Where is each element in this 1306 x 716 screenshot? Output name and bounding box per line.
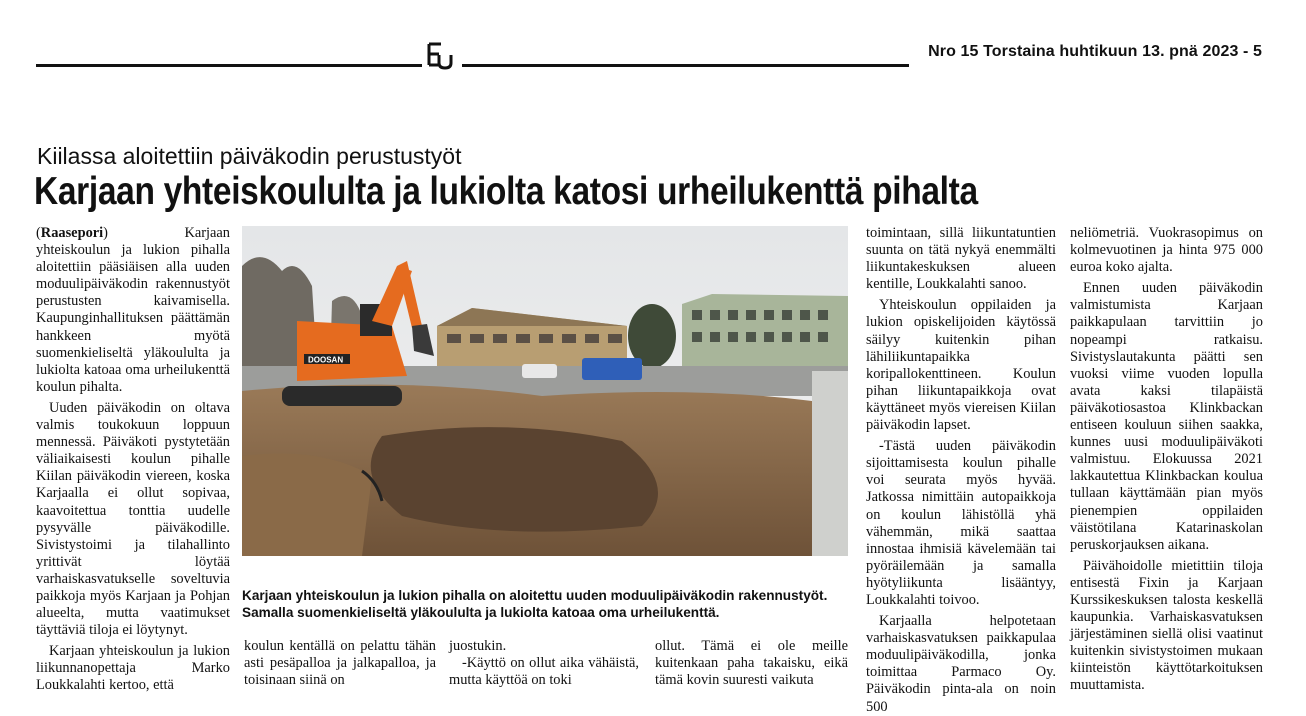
paragraph: koulun kentällä on pelattu tähän asti pesäpalloa ja jalkapalloa, ja toisinaan siinä on xyxy=(244,638,436,689)
paragraph: -Käyttö on ollut aika vähäistä, mutta käyttöä on toki xyxy=(449,655,639,689)
dateline: Raasepori xyxy=(40,225,104,241)
paragraph: -Tästä uuden päiväkodin sijoittamisesta koulun pihalle voi seurata myös hyvää. Jatkossa nimittäin autopaikkoja on koulun lähistöllä yhä vähemmän, mikä saattaa innostaa ihmisiä kävelemään tai pyöräilemään ja samalla hyötyliikunta lisääntyy, Loukkalahti toivoo. xyxy=(866,438,1056,608)
article-headline: Karjaan yhteiskoululta ja lukiolta katosi urheilukenttä pihalta xyxy=(34,170,978,213)
construction-photo xyxy=(242,226,848,556)
paragraph: juostukin. xyxy=(449,638,507,654)
paragraph: Yhteiskoulun oppilaiden ja lukion opiskelijoiden käytössä säilyy kuitenkin pihan lähiliikuntapaikka koripallokenttineen. Koulun pihan liikuntapaikkoja ovat käyttäneet myös viereisen Kiilan päiväkodin lapset. xyxy=(866,297,1056,434)
paragraph: Karjaan yhteiskoulun ja lukion liikunnanopettaja Marko Loukkalahti kertoo, että xyxy=(36,643,230,694)
text-column-1 xyxy=(36,225,230,692)
text-column-6 xyxy=(1070,225,1263,692)
issue-line: Nro 15 Torstaina huhtikuun 13. pnä 2023 - 5 xyxy=(928,43,1262,60)
text-column-5 xyxy=(866,225,1056,715)
paragraph: Karjaalla helpotetaan varhaiskasvatuksen paikkapulaa moduulipäiväkodilla, jonka toimittaa Parmaco Oy. Päiväkodin pinta-ala on noin 500 xyxy=(866,613,1056,715)
masthead-rule-left xyxy=(36,64,422,67)
paragraph: neliömetriä. Vuokrasopimus on kolmevuotinen ja hinta 975 000 euroa koko ajalta. xyxy=(1070,225,1263,276)
text-column-2 xyxy=(244,638,436,692)
paragraph: toimintaan, sillä liikuntatuntien suunta on tätä nykyä enemmälti liikuntakeskuksen alueen kentille, Loukkalahti sanoo. xyxy=(866,225,1056,293)
paragraph: ollut. Tämä ei ole meille kuitenkaan paha takaisku, eikä tämä kovin suuresti vaikuta xyxy=(655,638,848,689)
newspaper-logo xyxy=(426,39,456,69)
paragraph: Päivähoidolle mietittiin tiloja entisestä Fixin ja Karjaan Kurssikeskuksen talosta keskellä kaupunkia. Varhaiskasvatuksen järjestäminen siellä olisi vaatinut kuitenkin sivistystoimen mukaan kiinteistön käyttötarkoituksen muuttamista. xyxy=(1070,557,1263,694)
paragraph: (Raasepori) Karjaan yhteiskoulun ja lukion pihalla aloitettiin pääsiäisen alla uuden moduulipäiväkodin rakennustyöt perustusten kaivamisella. Kaupunginhallituksen päättämän hankkeen myötä suomenkieliseltä yläkoululta ja lukiolta katoaa oma urheilukenttä koulun pihalta. xyxy=(36,225,230,395)
excavator-brand: DOOSAN xyxy=(308,355,344,365)
text-column-4 xyxy=(655,638,848,692)
masthead-rule-right xyxy=(462,64,909,67)
text-column-3 xyxy=(449,638,639,692)
article-kicker: Kiilassa aloitettiin päiväkodin perustustyöt xyxy=(37,143,462,169)
paragraph: Ennen uuden päiväkodin valmistumista Karjaan paikkapulaan tarvittiin jo nopeampi ratkaisu. Sivistyslautakunta päätti sen vuoksi viime vuoden lopulla avata kaksi tilapäistä päiväkotiosastoa Klinkbackan entiseen kouluun siihen saakka, kunnes uusi moduulipäiväkoti valmistuu. Elokuussa 2021 lakkautettua Klinkbackan koulua tullaan käyttämään pian myös pienempien oppilaiden väistötilana Katarinaskolan peruskorjauksen aikana. xyxy=(1070,280,1263,553)
paragraph: Uuden päiväkodin on oltava valmis toukokuun loppuun mennessä. Päiväkoti pystytetään väliaikaisesti koulun pihalle Kiilan päiväkodin viereen, koska Karjaalla ei ollut sopivaa, kaavoitettua tonttia uudelle pysyvälle päiväkodille. Sivistystoimi ja tilahallinto yrittivät löytää varhaiskasvatukselle soveltuvia paikkoja myös Karjaan ja Pohjan alueelta, mutta vaatimukset täyttäviä tiloja ei löytynyt. xyxy=(36,399,230,639)
photo-caption: Karjaan yhteiskoulun ja lukion pihalla on aloitettu uuden moduulipäiväkodin rakennustyöt. Samalla suomenkieliseltä yläkoululta ja lukiolta katoaa oma urheilukenttä. xyxy=(242,588,828,620)
